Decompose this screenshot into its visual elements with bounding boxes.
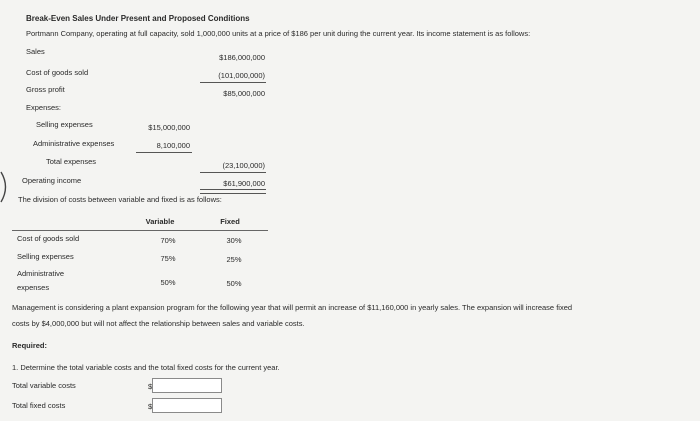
row-label: Selling expenses xyxy=(17,252,74,261)
admin-expenses-value: 8,100,000 xyxy=(156,141,190,150)
management-text-line1: Management is considering a plant expansion program for the following year that will permit an increase of $11,160,000 in yearly sales. The expansion will increase fixed xyxy=(12,303,573,312)
row-variable: 50% xyxy=(160,278,176,287)
selling-expenses-label: Selling expenses xyxy=(36,120,93,129)
division-intro: The division of costs between variable and fixed is as follows: xyxy=(18,195,222,204)
gross-profit-label: Gross profit xyxy=(26,85,65,94)
required-label: Required: xyxy=(12,341,48,350)
question-1: 1. Determine the total variable costs and the total fixed costs for the current year. xyxy=(12,363,280,372)
sales-value: $186,000,000 xyxy=(219,53,265,62)
row-fixed: 30% xyxy=(226,236,242,245)
cogs-label: Cost of goods sold xyxy=(26,68,89,77)
admin-expenses-label: Administrative expenses xyxy=(33,139,115,148)
row-variable: 75% xyxy=(160,254,176,263)
row-fixed: 50% xyxy=(226,279,242,288)
bracket-icon xyxy=(0,170,12,204)
currency-symbol: $ xyxy=(148,382,153,391)
header-fixed: Fixed xyxy=(220,217,240,226)
sales-label: Sales xyxy=(26,47,45,56)
row-label-line2: expenses xyxy=(17,283,50,292)
currency-symbol: $ xyxy=(148,402,153,411)
total-fixed-costs-label: Total fixed costs xyxy=(12,401,66,410)
admin-underline xyxy=(136,152,192,153)
cogs-value: (101,000,000) xyxy=(218,71,265,80)
total-expenses-underline xyxy=(200,172,266,173)
expenses-label: Expenses: xyxy=(26,103,62,112)
management-text-line2: costs by $4,000,000 but will not affect the relationship between sales and variable costs. xyxy=(12,319,305,328)
header-variable: Variable xyxy=(145,217,175,226)
row-fixed: 25% xyxy=(226,255,242,264)
page-title: Break-Even Sales Under Present and Proposed Conditions xyxy=(26,14,250,23)
total-fixed-costs-input[interactable] xyxy=(152,398,222,413)
total-expenses-label: Total expenses xyxy=(46,157,97,166)
row-label-line1: Administrative xyxy=(17,269,65,278)
total-variable-costs-input[interactable] xyxy=(152,378,222,393)
operating-income-value: $61,900,000 xyxy=(223,179,265,188)
total-variable-costs-label: Total variable costs xyxy=(12,381,76,390)
row-variable: 70% xyxy=(160,236,176,245)
row-label: Cost of goods sold xyxy=(17,234,80,243)
table-header-rule xyxy=(12,230,268,231)
selling-expenses-value: $15,000,000 xyxy=(148,123,190,132)
operating-income-label: Operating income xyxy=(22,176,82,185)
intro-text: Portmann Company, operating at full capacity, sold 1,000,000 units at a price of $186 per unit during the current year. Its income statement is as follows: xyxy=(26,29,531,38)
total-expenses-value: (23,100,000) xyxy=(222,161,265,170)
gross-profit-value: $85,000,000 xyxy=(223,89,265,98)
cogs-underline xyxy=(200,82,266,83)
